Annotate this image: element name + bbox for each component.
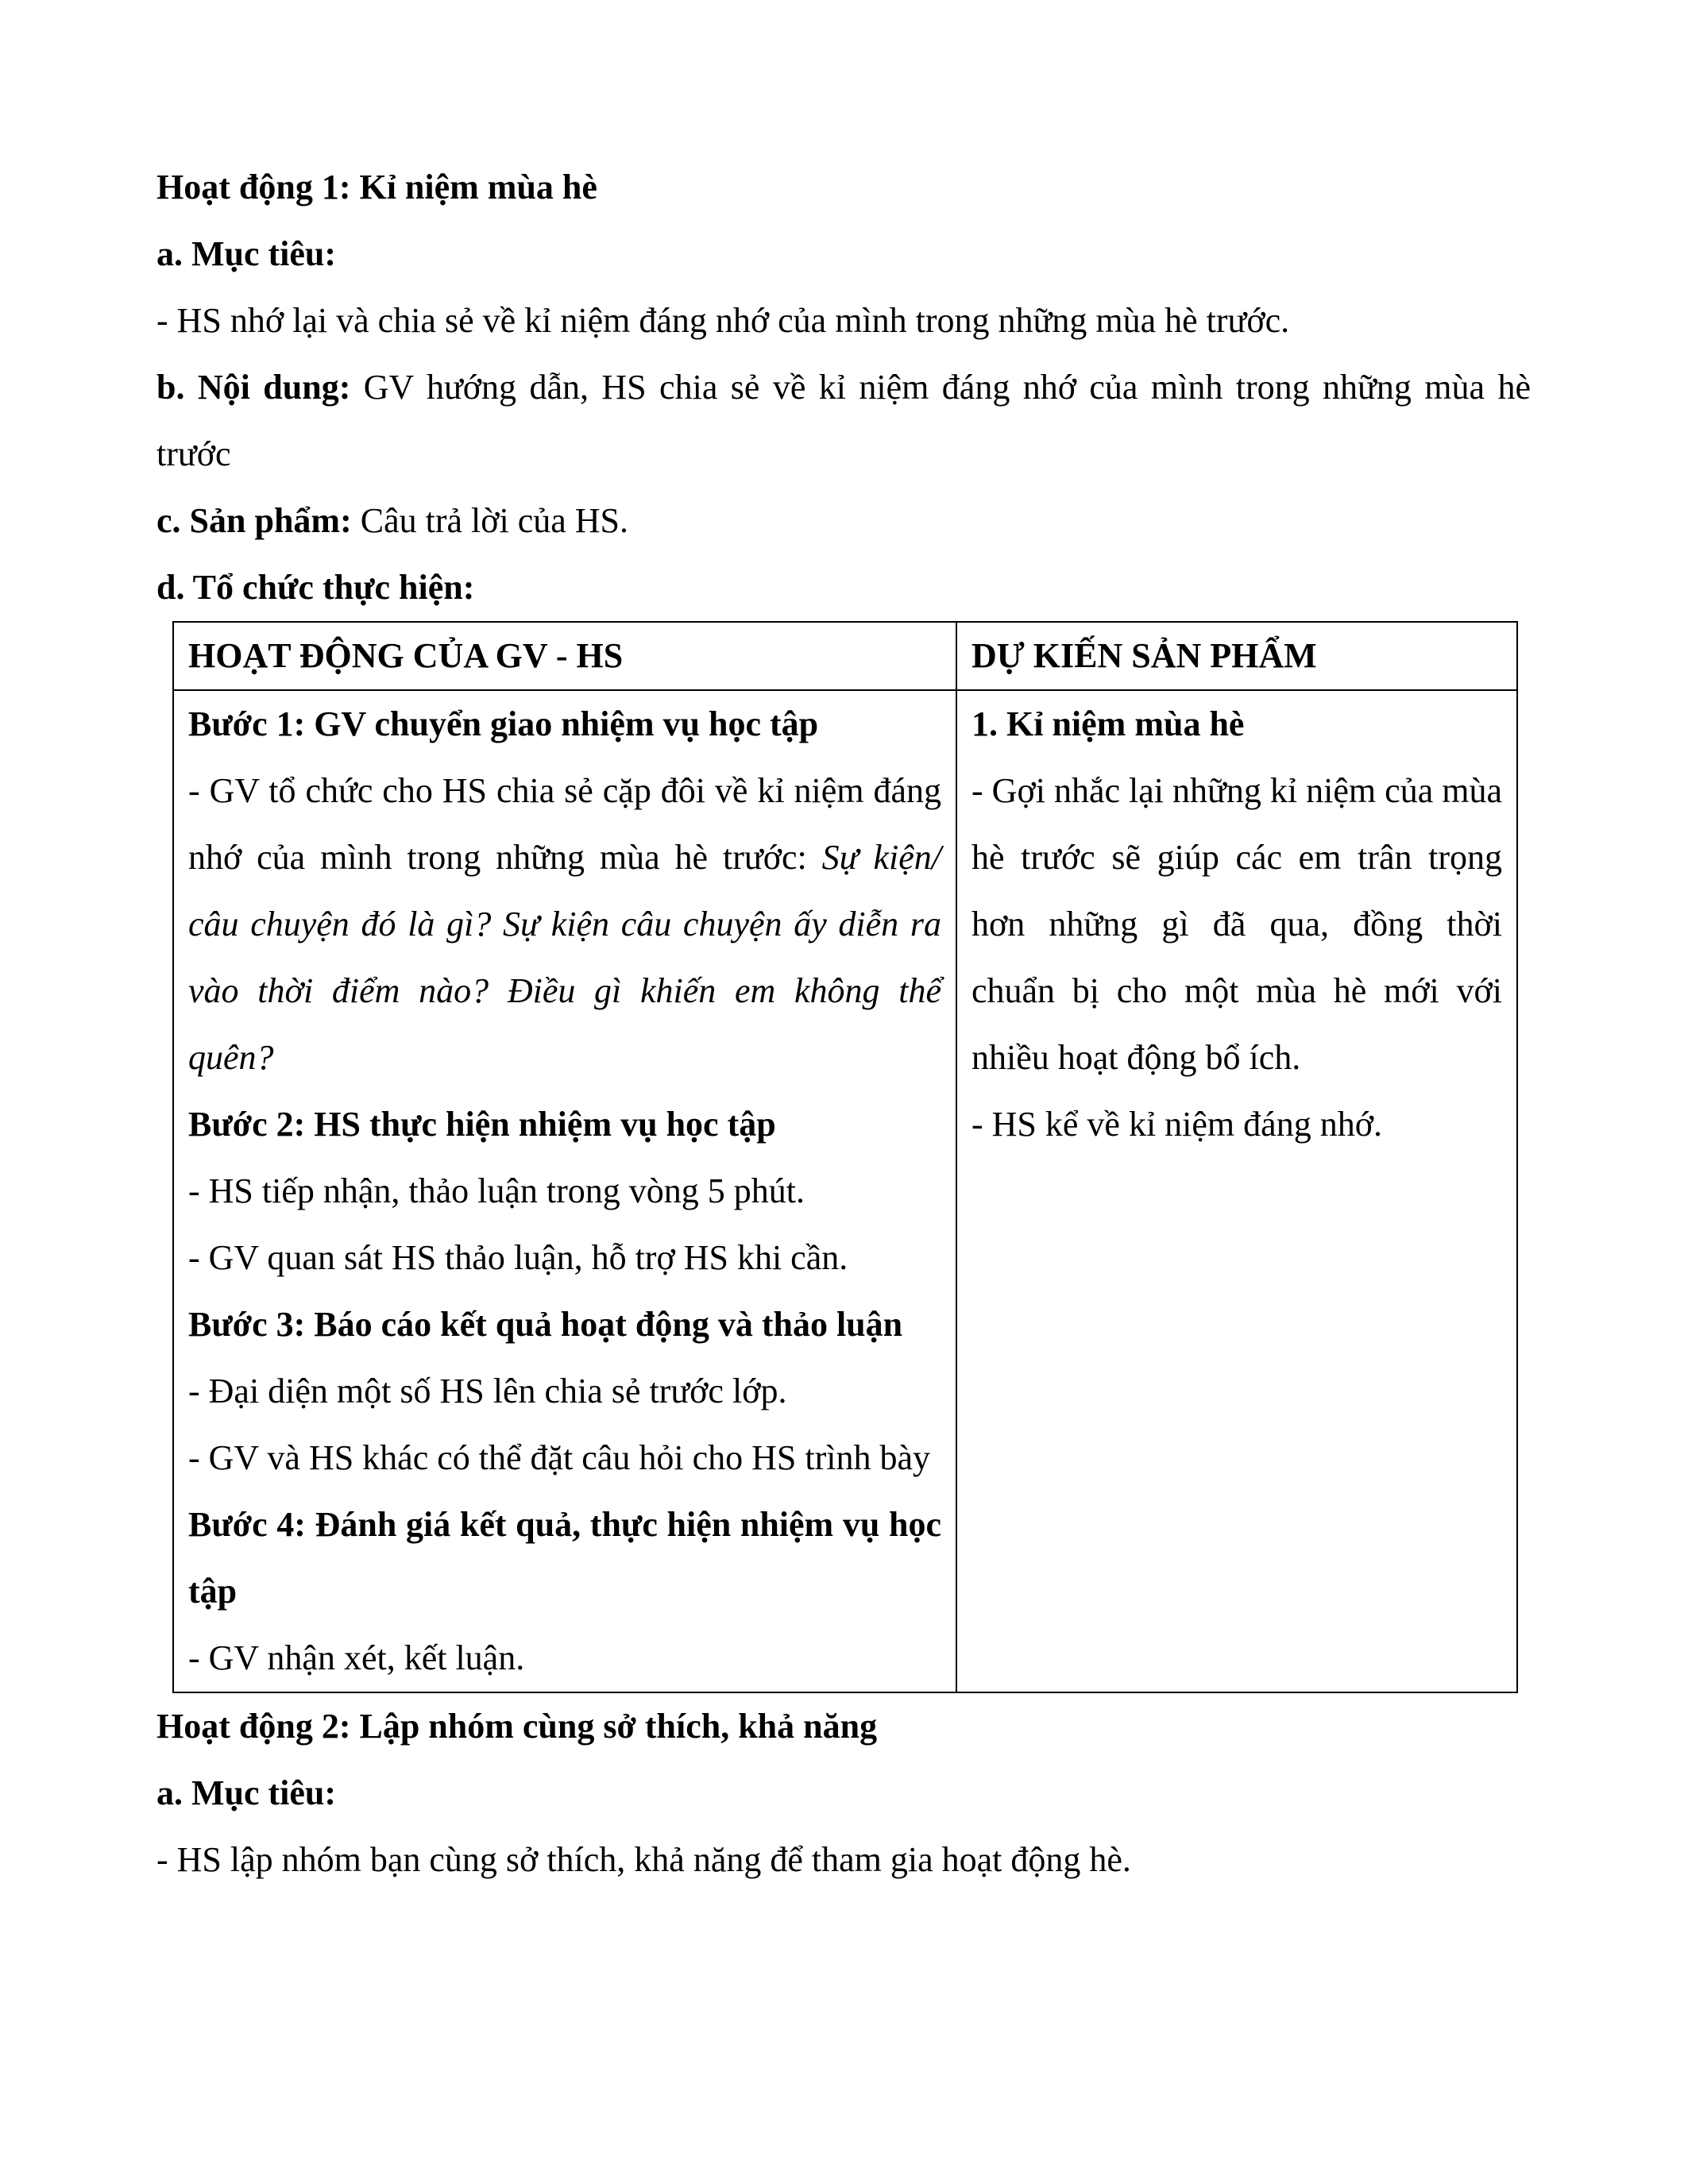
step3-line2: - GV và HS khác có thể đặt câu hỏi cho HS trình bày: [188, 1438, 930, 1477]
header-teacher-student-activity: HOẠT ĐỘNG CỦA GV - HS: [173, 622, 956, 690]
step1-content: [188, 758, 941, 1091]
expected-product-cell: [956, 690, 1517, 1692]
activity1-objective-label: a. Mục tiêu:: [156, 234, 337, 273]
header-expected-product: DỰ KIẾN SẢN PHẨM: [956, 622, 1517, 690]
activity1-objective-text: - HS nhớ lại và chia sẻ về kỉ niệm đáng nhớ của mình trong những mùa hè trước.: [156, 301, 1290, 340]
activity1-content: [156, 354, 1531, 488]
product-line2: - HS kể về kỉ niệm đáng nhớ.: [971, 1105, 1382, 1144]
content-label: b. Nội dung:: [156, 368, 351, 407]
step2-line1: - HS tiếp nhận, thảo luận trong vòng 5 phút.: [188, 1171, 805, 1210]
activity-table: [172, 621, 1518, 1693]
table-header-row: [173, 622, 1517, 690]
content-text: GV hướng dẫn, HS chia sẻ về kỉ niệm đáng nhớ của mình trong những mùa hè trước: [156, 368, 1531, 473]
table-body-row: [173, 690, 1517, 1692]
step1-questions: Sự kiện/ câu chuyện đó là gì? Sự kiện câu chuyện ấy diễn ra vào thời điểm nào? Điều gì khiến em không thể quên?: [188, 838, 941, 1077]
product-title: 1. Kỉ niệm mùa hè: [971, 704, 1245, 743]
activity1-product: [156, 488, 1531, 554]
step3-title: Bước 3: Báo cáo kết quả hoạt động và thảo luận: [188, 1305, 903, 1344]
activity2-objective-label: a. Mục tiêu:: [156, 1773, 337, 1812]
step1-title: Bước 1: GV chuyển giao nhiệm vụ học tập: [188, 704, 819, 743]
step4-line1: - GV nhận xét, kết luận.: [188, 1638, 525, 1677]
step1-text: - GV tổ chức cho HS chia sẻ cặp đôi về kỉ niệm đáng nhớ của mình trong những mùa hè trước:: [188, 771, 941, 877]
step3-line1: - Đại diện một số HS lên chia sẻ trước lớp.: [188, 1372, 787, 1410]
document-page: [156, 154, 1531, 1893]
product-text: Câu trả lời của HS.: [351, 501, 629, 540]
step2-line2: - GV quan sát HS thảo luận, hỗ trợ HS khi cần.: [188, 1238, 848, 1277]
product-label: c. Sản phẩm:: [156, 501, 352, 540]
activity2-title: Hoạt động 2: Lập nhóm cùng sở thích, khả năng: [156, 1707, 878, 1746]
step2-title: Bước 2: HS thực hiện nhiệm vụ học tập: [188, 1105, 776, 1144]
activity1-title: Hoạt động 1: Kỉ niệm mùa hè: [156, 168, 597, 206]
activity2-objective-text: - HS lập nhóm bạn cùng sở thích, khả năng để tham gia hoạt động hè.: [156, 1840, 1131, 1879]
step4-title: Bước 4: Đánh giá kết quả, thực hiện nhiệm vụ học tập: [188, 1505, 941, 1611]
activity1-organization-label: d. Tổ chức thực hiện:: [156, 568, 475, 607]
activity-steps-cell: [173, 690, 956, 1692]
product-line1: - Gợi nhắc lại những kỉ niệm của mùa hè trước sẽ giúp các em trân trọng hơn những gì đã qua, đồng thời chuẩn bị cho một mùa hè mới với nhiều hoạt động bổ ích.: [971, 771, 1502, 1077]
